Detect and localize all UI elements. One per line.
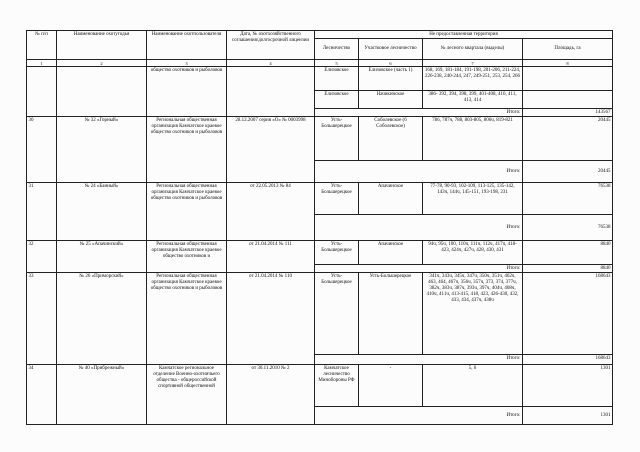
district-cell: Елизовское (часть 1) xyxy=(359,67,423,91)
district-cell: Апачинское xyxy=(359,183,423,215)
quarter-cell: 94ч, 95ч, 100, 110ч, 111ч, 112ч, 417ч, 418-423, 424ч, 427ч, 428, 430, 431 xyxy=(423,241,523,265)
area-cell: 8840 xyxy=(523,241,613,265)
quarter-cell: 5, 6 xyxy=(423,365,523,407)
total-label: Итого: xyxy=(315,265,523,273)
total-value: 168643 xyxy=(523,355,613,365)
user-cell: общество охотников и рыболовов xyxy=(147,67,227,117)
col-number: 4 xyxy=(227,60,315,67)
total-label: Итого: xyxy=(315,215,523,241)
header-group: Не предоставленная территория xyxy=(315,31,613,39)
row-number: 30 xyxy=(27,117,57,183)
user-cell: Камчатское региональное отделение Военно-охотничьего общества - общероссийской спортивной общественной xyxy=(147,365,227,425)
row-number: 33 xyxy=(27,273,57,365)
forestry-cell: Камчатское лесничество Минобороны РФ xyxy=(315,365,359,407)
hunting-ground-name: № 26 «Приморский» xyxy=(57,273,147,365)
quarter-cell: 168, 169, 181-184, 191-198, 201-206, 211-224, 226-238, 240-244, 247, 249-251, 253, 254, 266 xyxy=(423,67,523,91)
user-cell: Региональная общественная организация Камчатское краевое общество охотников и рыболовов xyxy=(147,183,227,241)
total-value: 76538 xyxy=(523,215,613,241)
user-cell: Региональная общественная организация Камчатское краевое общество охотников и рыболовов xyxy=(147,273,227,365)
area-cell: 20445 xyxy=(523,117,613,161)
col-number: 6 xyxy=(359,60,423,67)
header-forestry: Лесничество xyxy=(315,39,359,60)
district-cell: - xyxy=(359,365,423,407)
row-number: 31 xyxy=(27,183,57,241)
total-value: 1301 xyxy=(523,407,613,425)
district-cell: Апачинское xyxy=(359,241,423,265)
forestry-cell: Усть-Большерецкое xyxy=(315,241,359,265)
row-number: 34 xyxy=(27,365,57,425)
forestry-cell: Усть-Большерецкое xyxy=(315,273,359,355)
header-hunting-ground: Наименование охотугодья xyxy=(57,31,147,60)
total-value: 143567 xyxy=(523,109,613,117)
hunting-grounds-table xyxy=(26,30,613,425)
area-cell: 1301 xyxy=(523,365,613,407)
total-label: Итого: xyxy=(315,109,523,117)
table-row xyxy=(27,241,613,265)
forestry-cell: Елизовское xyxy=(315,67,359,91)
col-number: 7 xyxy=(423,60,523,67)
table-row xyxy=(27,365,613,407)
district-cell: Начикинское xyxy=(359,91,423,109)
user-cell: Региональная общественная организация Камчатское краевое общество охотников и xyxy=(147,241,227,273)
table-row xyxy=(27,273,613,355)
header-quarter: № лесного квартала (выделы) xyxy=(423,39,523,60)
quarter-cell: 341ч, 343ч, 345ч, 347ч, 350ч, 351ч, 462ч, 463, 464, 467ч, 356ч, 357ч, 373, 374, 377ч, 382ч, 383ч, 387ч, 393ч, 397ч, 404ч, 408ч, 410ч, 411ч, 413-415, 418, 423, 426-430, 432, 433, 434, 437ч, 438ч xyxy=(423,273,523,355)
table-row xyxy=(27,183,613,215)
quarter-cell: 786, 787ч, 788, 803-805, 806ч, 819-821 xyxy=(423,117,523,161)
header-date: Дата, № охотхозяйственного соглашения/долгосрочной лицензии xyxy=(227,31,315,60)
table-row xyxy=(27,117,613,161)
date-cell: от 21.04.2014 № 110 xyxy=(227,273,315,365)
forestry-cell: Елизовское xyxy=(315,91,359,109)
forestry-cell: Усть-Большерецкое xyxy=(315,183,359,215)
hunting-ground-name: № 40 «Прибрежный» xyxy=(57,365,147,425)
total-value: 20445 xyxy=(523,161,613,183)
hunting-ground-name: № 24 «Банный» xyxy=(57,183,147,241)
col-number: 2 xyxy=(57,60,147,67)
header-district: Участковое лесничество xyxy=(359,39,423,60)
quarter-cell: 386- 392, 394, 398, 399, 401-408, 410, 411, 413, 414 xyxy=(423,91,523,109)
col-number: 8 xyxy=(523,60,613,67)
total-label: Итого: xyxy=(315,161,523,183)
total-label: Итого: xyxy=(315,407,523,425)
col-number: 3 xyxy=(147,60,227,67)
date-cell: 28.12.2007 серия «О» № 0003998 xyxy=(227,117,315,183)
column-numbers-row xyxy=(27,60,613,67)
district-cell: Соболевское (6 Соболевское) xyxy=(359,117,423,161)
header-user: Наименование охотпользователя xyxy=(147,31,227,60)
total-label: Итого: xyxy=(315,355,523,365)
col-number: 5 xyxy=(315,60,359,67)
forestry-cell: Усть-Большерецкое xyxy=(315,117,359,161)
date-cell: от 22.05.2013 № 84 xyxy=(227,183,315,241)
user-cell: Региональная общественная организация Камчатское краевое общество охотников и рыболовов xyxy=(147,117,227,183)
total-value: 8840 xyxy=(523,265,613,273)
table-row xyxy=(27,67,613,91)
date-cell: от 21.04.2014 № 111 xyxy=(227,241,315,273)
header-area: Площадь, га xyxy=(523,39,613,60)
row-number: 32 xyxy=(27,241,57,273)
area-cell: 168643 xyxy=(523,273,613,355)
header-num: № п/п xyxy=(27,31,57,60)
date-cell: от 30.11.2010 № 2 xyxy=(227,365,315,425)
district-cell: Усть-Большерецкое xyxy=(359,273,423,355)
col-number: 1 xyxy=(27,60,57,67)
hunting-ground-name: № 25 «Апачинский» xyxy=(57,241,147,273)
area-cell: 76538 xyxy=(523,183,613,215)
hunting-ground-name: № 32 «Горный» xyxy=(57,117,147,183)
quarter-cell: 77-78, 90-93, 102-109, 113-125, 135-142, 143ч, 144ч, 145-151, 193-198, 231 xyxy=(423,183,523,215)
